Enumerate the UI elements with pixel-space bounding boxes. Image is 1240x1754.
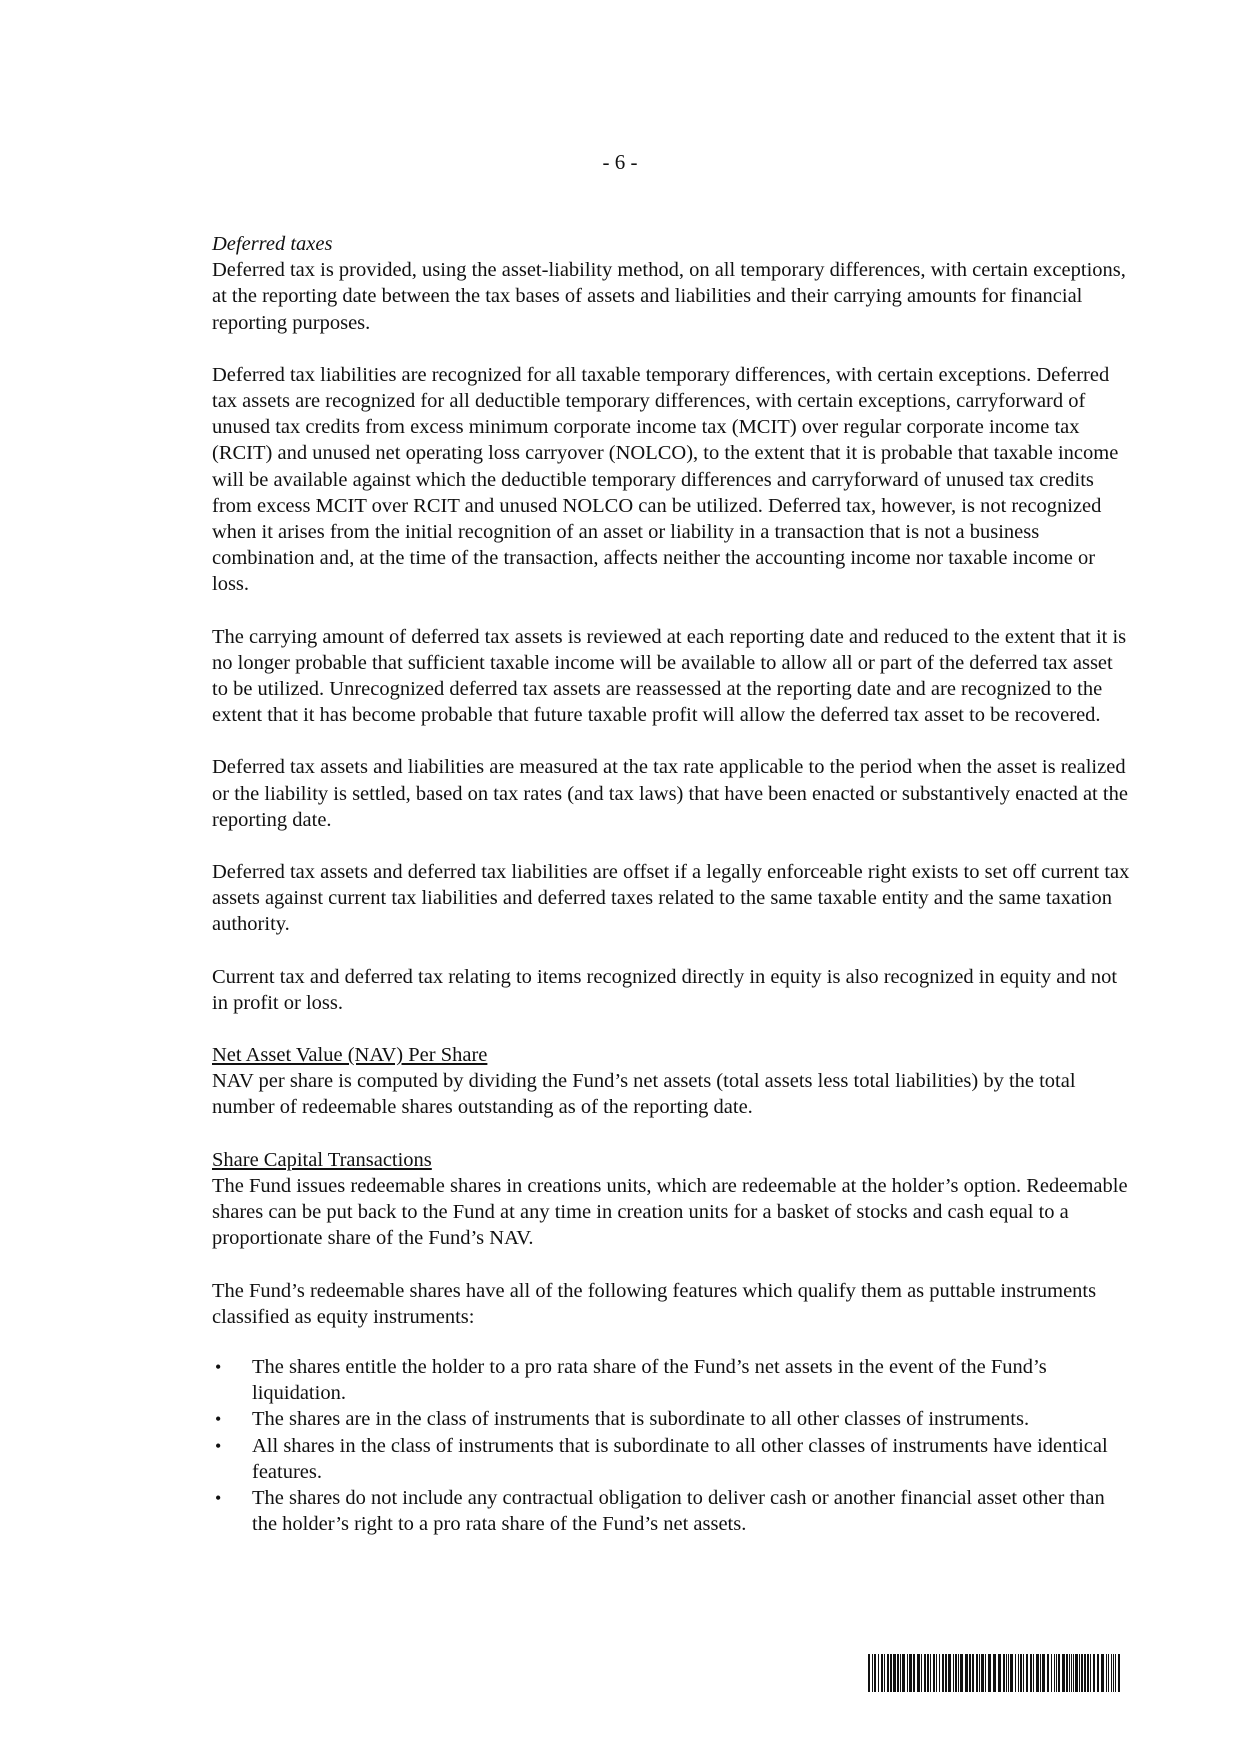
deferred-taxes-paragraph-6: Current tax and deferred tax relating to items recognized directly in equity is also recognized in equity and not in profit or loss. xyxy=(212,965,1118,1014)
list-item xyxy=(212,1406,1132,1432)
nav-per-share-paragraph: NAV per share is computed by dividing the Fund’s net assets (total assets less total liabilities) by the total number of redeemable shares outstanding as of the reporting date. xyxy=(212,1070,1076,1119)
list-item-text: The shares entitle the holder to a pro rata share of the Fund’s net assets in the event of the Fund’s liquidation. xyxy=(252,1355,1047,1405)
list-item xyxy=(212,1485,1132,1537)
bullet-icon: • xyxy=(215,1409,222,1430)
nav-per-share-heading: Net Asset Value (NAV) Per Share xyxy=(212,1044,488,1067)
page-content xyxy=(212,231,1132,1537)
deferred-taxes-paragraph-5: Deferred tax assets and deferred tax liabilities are offset if a legally enforceable right exists to set off current tax assets against current tax liabilities and deferred taxes related to the same taxable entity and the same taxation authority. xyxy=(212,861,1130,936)
barcode-icon xyxy=(868,1654,1121,1692)
deferred-taxes-paragraph-3: The carrying amount of deferred tax assets is reviewed at each reporting date and reduced to the extent that it is no longer probable that sufficient taxable income will be available to allow all or part of the deferred tax asset to be utilized. Unrecognized deferred tax assets are reassessed at the reporting date and are recognized to the extent that it has become probable that future taxable profit will allow the deferred tax asset to be recovered. xyxy=(212,625,1127,727)
deferred-taxes-paragraph-2: Deferred tax liabilities are recognized for all taxable temporary differences, with certain exceptions. Deferred tax assets are recognized for all deductible temporary differences, with certain exceptions, carryforward of unused tax credits from excess minimum corporate income tax (MCIT) over regular corporate income tax (RCIT) and unused net operating loss carryover (NOLCO), to the extent that it is probable that taxable income will be available against which the deductible temporary differences and carryforward of unused tax credits from excess MCIT over RCIT and unused NOLCO can be utilized. Deferred tax, however, is not recognized when it arises from the initial recognition of an asset or liability in a transaction that is not a business combination and, at the time of the transaction, affects neither the accounting income nor taxable income or loss. xyxy=(212,363,1119,596)
share-capital-paragraph-1: The Fund issues redeemable shares in creations units, which are redeemable at the holder’s option. Redeemable shares can be put back to the Fund at any time in creation units for a basket of stocks and cash equal to a proportionate share of the Fund’s NAV. xyxy=(212,1174,1128,1250)
list-item-text: All shares in the class of instruments that is subordinate to all other classes of instruments have identical features. xyxy=(252,1434,1108,1483)
share-capital-paragraph-2: The Fund’s redeemable shares have all of the following features which qualify them as puttable instruments classified as equity instruments: xyxy=(212,1279,1097,1328)
list-item-text: The shares are in the class of instruments that is subordinate to all other classes of instruments. xyxy=(252,1408,1030,1431)
share-features-list xyxy=(212,1354,1132,1537)
share-capital-heading: Share Capital Transactions xyxy=(212,1148,432,1171)
list-item xyxy=(212,1354,1132,1406)
deferred-taxes-heading: Deferred taxes xyxy=(212,233,333,255)
bullet-icon: • xyxy=(215,1487,222,1508)
deferred-taxes-paragraph-4: Deferred tax assets and liabilities are measured at the tax rate applicable to the period when the asset is realized or the liability is settled, based on tax rates (and tax laws) that have been enacted or substantively enacted at the reporting date. xyxy=(212,756,1128,831)
deferred-taxes-paragraph-1: Deferred tax is provided, using the asset-liability method, on all temporary differences, with certain exceptions, at the reporting date between the tax bases of assets and liabilities and their carrying amounts for financial reporting purposes. xyxy=(212,259,1126,334)
list-item-text: The shares do not include any contractual obligation to deliver cash or another financial asset other than the holder’s right to a pro rata share of the Fund’s net assets. xyxy=(252,1486,1105,1536)
bullet-icon: • xyxy=(215,1356,222,1377)
page-number: - 6 - xyxy=(602,150,638,174)
list-item xyxy=(212,1433,1132,1485)
bullet-icon: • xyxy=(215,1435,222,1456)
